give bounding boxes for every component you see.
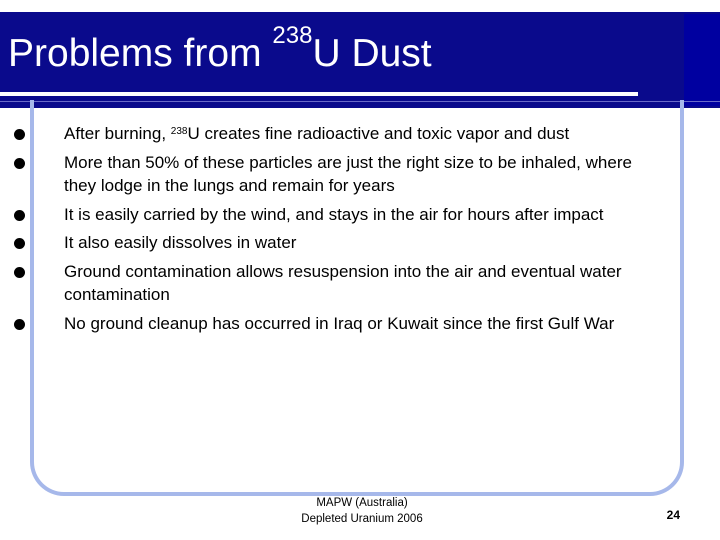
- bullet-text: No ground cleanup has occurred in Iraq or Kuwait since the first Gulf War: [64, 313, 615, 333]
- bullet-dot-icon: [14, 267, 25, 278]
- title-main: Problems from: [8, 32, 273, 75]
- footer-line-1: MAPW (Australia): [316, 497, 408, 509]
- bullet-dot-icon: [14, 319, 25, 330]
- bullet-text: It also easily dissolves in water: [64, 233, 297, 252]
- bullet-item: [34, 203, 634, 227]
- bullet-dot-icon: [14, 210, 25, 221]
- footer-source: [262, 495, 462, 527]
- bullet-list: [34, 122, 634, 340]
- bullet-item: [34, 231, 634, 255]
- title-rest: U Dust: [312, 32, 432, 75]
- bullet-text: More than 50% of these particles are just the right size to be inhaled, where they lodge in the lungs and remain for years: [64, 152, 632, 195]
- title-superscript: 238: [272, 22, 313, 49]
- bullet-dot-icon: [14, 238, 25, 249]
- bullet-text: U creates fine radioactive and toxic vapor and dust: [187, 124, 570, 143]
- slide-number: 24: [666, 508, 680, 522]
- bullet-item: [34, 312, 634, 336]
- bullet-item: [34, 151, 634, 198]
- title-band-accent: [684, 14, 720, 106]
- bullet-superscript: 238: [170, 126, 188, 137]
- bullet-text: It is easily carried by the wind, and stays in the air for hours after impact: [64, 204, 604, 224]
- bullet-prefix: After burning,: [64, 124, 171, 143]
- bullet-dot-icon: [14, 158, 25, 169]
- bullet-item: [34, 260, 634, 307]
- footer-line-2: Depleted Uranium 2006: [301, 513, 423, 525]
- title-underline: [0, 92, 638, 96]
- bullet-dot-icon: [14, 129, 25, 140]
- slide-title: [8, 22, 432, 78]
- bullet-item: [34, 122, 634, 146]
- bullet-text: Ground contamination allows resuspension into the air and eventual water contamination: [64, 261, 622, 304]
